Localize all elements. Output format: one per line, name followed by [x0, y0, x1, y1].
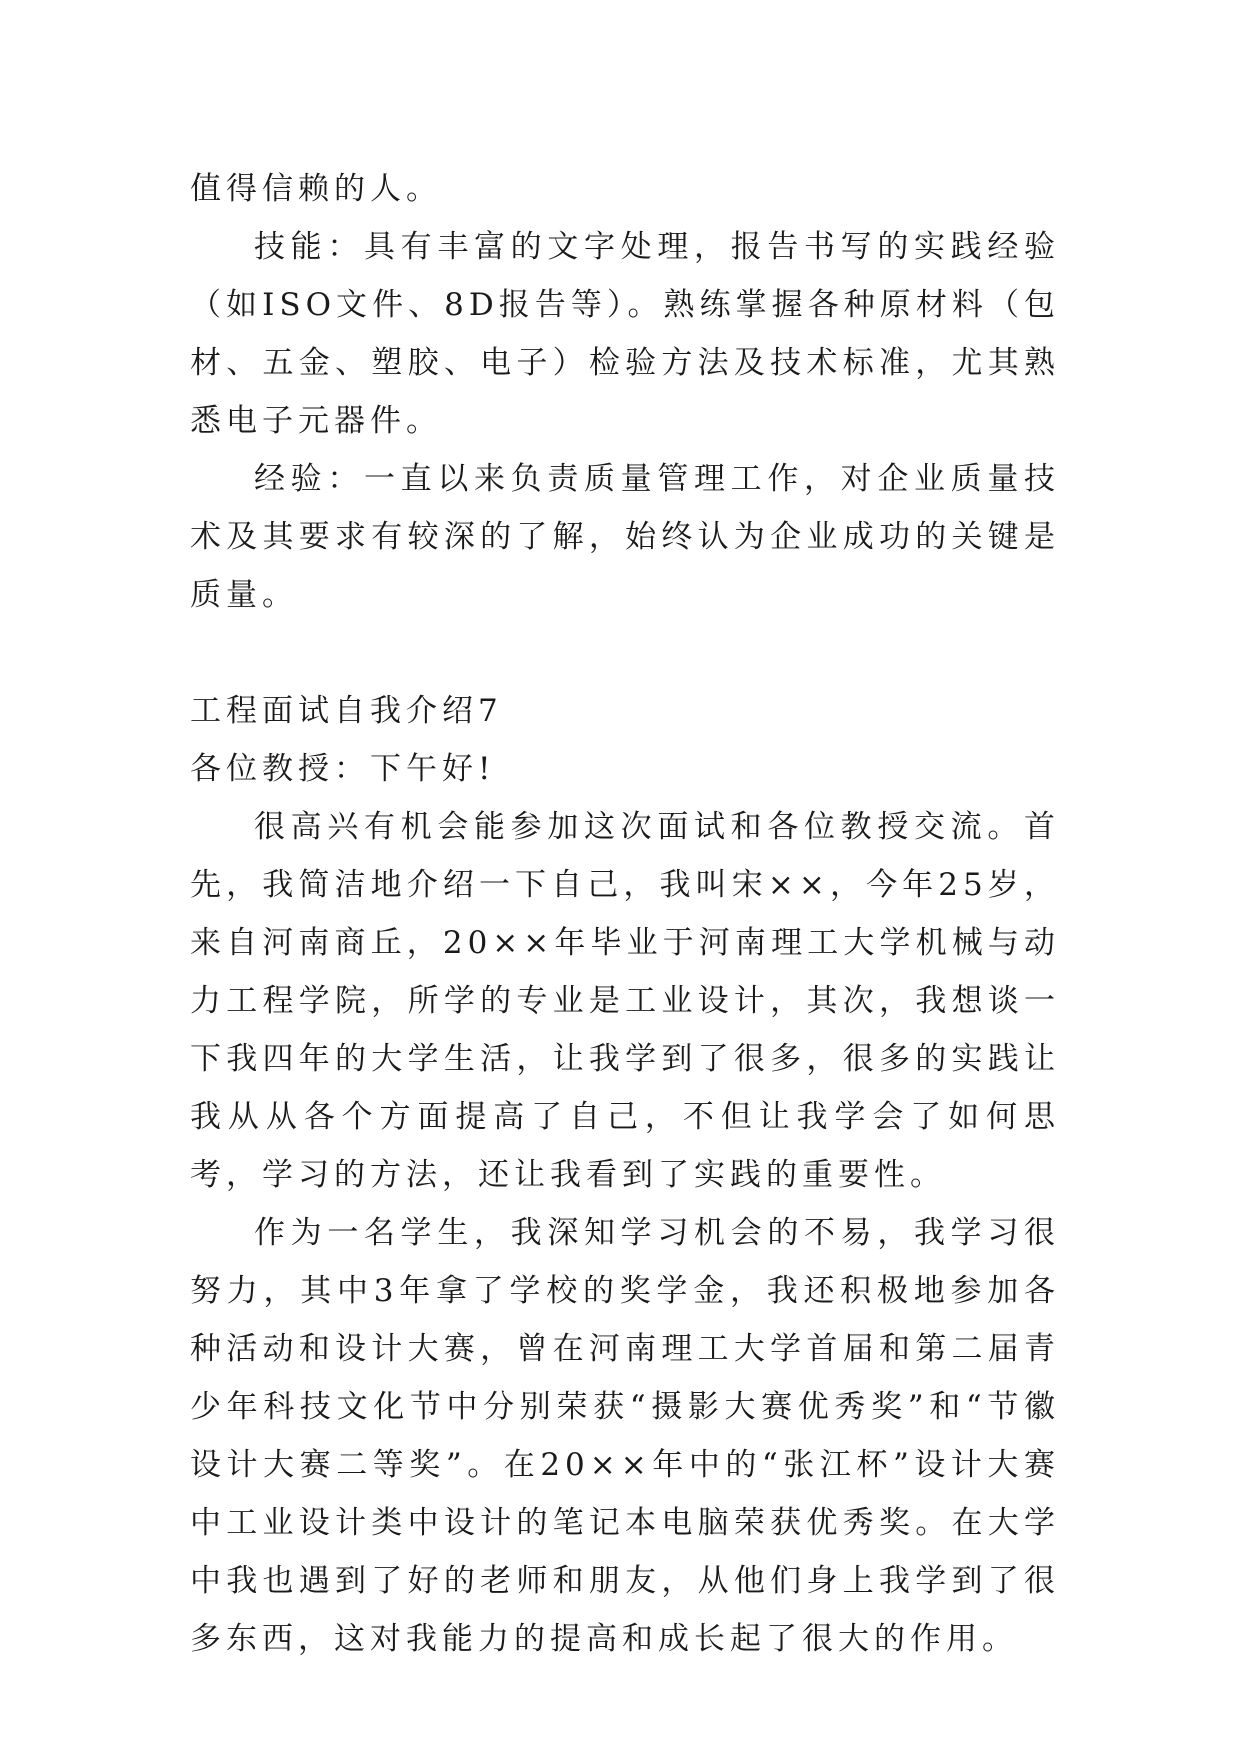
greeting: 各位教授：下午好!	[190, 751, 496, 787]
section-title: 工程面试自我介绍7	[190, 693, 503, 729]
section-spacer	[190, 624, 1060, 682]
paragraph-introduction: 很高兴有机会能参加这次面试和各位教授交流。首先，我简洁地介绍一下自己，我叫宋××，今年25岁，来自河南商丘，20××年毕业于河南理工大学机械与动力工程学院，所学的专业是工业设计，其次，我想谈一下我四年的大学生活，让我学到了很多，很多的实践让我从从各个方面提高了自己，不但让我学会了如何思考，学习的方法，还让我看到了实践的重要性。	[190, 809, 1060, 1193]
paragraph-achievements: 作为一名学生，我深知学习机会的不易，我学习很努力，其中3年拿了学校的奖学金，我还积极地参加各种活动和设计大赛，曾在河南理工大学首届和第二届青少年科技文化节中分别荣获“摄影大赛优秀奖”和“节徽设计大赛二等奖”。在20××年中的“张江杯”设计大赛中工业设计类中设计的笔记本电脑荣获优秀奖。在大学中我也遇到了好的老师和朋友，从他们身上我学到了很多东西，这对我能力的提高和成长起了很大的作用。	[190, 1215, 1060, 1657]
paragraph-continuation: 值得信赖的人。	[190, 171, 442, 207]
document-body	[190, 160, 1060, 1668]
paragraph-skills: 技能：具有丰富的文字处理，报告书写的实践经验（如ISO文件、8D报告等）。熟练掌握各种原材料（包材、五金、塑胶、电子）检验方法及技术标准，尤其熟悉电子元器件。	[190, 229, 1060, 439]
paragraph-experience: 经验：一直以来负责质量管理工作，对企业质量技术及其要求有较深的了解，始终认为企业成功的关键是质量。	[190, 461, 1060, 613]
